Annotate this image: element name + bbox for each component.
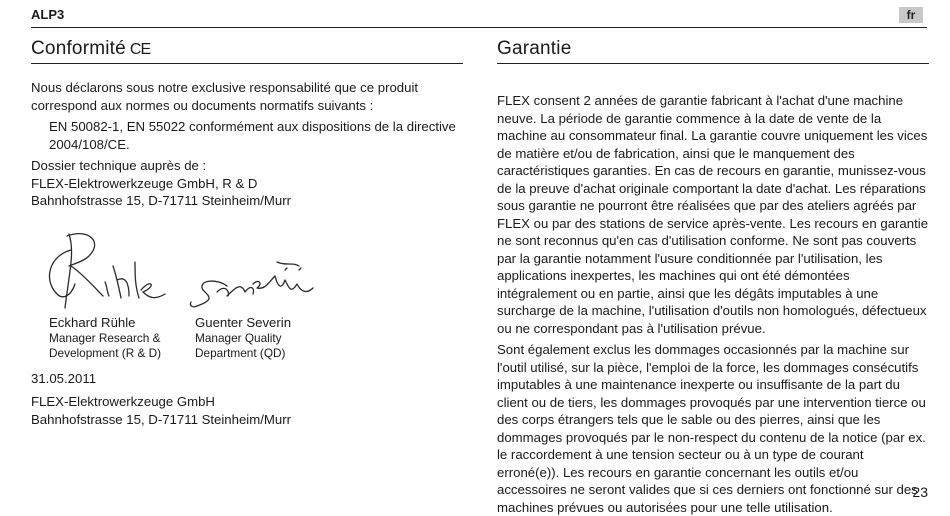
- standards-text: EN 50082-1, EN 55022 conformément aux dispositions de la directive 2004/108/CE.: [49, 119, 456, 152]
- signer-2: [195, 314, 291, 361]
- signature-ruehle: [49, 233, 165, 307]
- conformity-section: [31, 36, 463, 428]
- conformity-title: [31, 36, 463, 61]
- signer-name: Guenter Severin: [195, 314, 292, 330]
- declaration-text: Nous déclarons sous notre exclusive responsabilité que ce produit correspond aux normes ou documents normatifs suivants :: [31, 80, 419, 113]
- dossier-line-1: Dossier technique auprès de :: [31, 158, 207, 173]
- warranty-paragraph-1: FLEX consent 2 années de garantie fabricant à l'achat d'une machine neuve. La période de garantie commence à la date de vente de la machine au consommateur final. La garantie couvre uniquement les vices de matière et/ou de fabrication, ainsi que le manquement des caractéristiques garanties. En cas de recours en garantie, munissez-vous de la preuve d'achat originale comportant la date d'achat. Les réparations sous garantie ne pourront être réalisées que par des ateliers agréés par FLEX ou par des stations de service après-vente. Les recours en garantie ne sont reconnus qu'en cas d'utilisation conforme. Ne sont pas couverts par la garantie notamment l'usure conditionnée par l'utilisation, les applications inexpertes, les machines qui ont été démontées intégralement ou en partie, ainsi que les dégâts imputables à une surcharge de la machine, l'utilisation d'outils non homologués, défectueux ou ne correspondant pas à l'utilisation prévue.: [497, 93, 929, 336]
- warranty-divider: [497, 63, 929, 64]
- signer-role-line-1: Manager Quality: [195, 330, 282, 345]
- company-name: FLEX-Elektrowerkzeuge GmbH: [31, 394, 215, 409]
- warranty-title: Garantie: [497, 38, 572, 59]
- page-number: 23: [912, 484, 928, 500]
- company-street: Bahnhofstrasse 15, D-71711 Steinheim/Murr: [31, 411, 291, 427]
- header-divider: [31, 27, 927, 28]
- company-address: [31, 393, 463, 428]
- declaration-date: 31.05.2011: [31, 370, 97, 386]
- language-badge: fr: [899, 7, 923, 23]
- signer-role-line-2: Development (R & D): [49, 345, 162, 360]
- signatures: [31, 222, 463, 314]
- warranty-section: [497, 36, 929, 516]
- dossier-line-3: Bahnhofstrasse 15, D-71711 Steinheim/Murr: [31, 193, 291, 208]
- signers: [31, 314, 463, 364]
- conformity-title-text: Conformité: [31, 38, 126, 59]
- model-name: ALP3: [31, 7, 65, 22]
- warranty-paragraph-2: Sont également exclus les dommages occasionnés par la machine sur l'outil utilisé, sur la pièce, l'emploi de la force, les dommages consécutifs imputables à une maintenance inexperte ou insuffisante de la part du client ou de tiers, les dommages provoqués par une intervention tierce ou des corps étrangers tels que le sable ou des pierres, ainsi que les dommages provoqués par le non-respect du contenu de la notice (par ex. le raccordement à une tension secteur ou à un type de courant erroné(e)). Les recours en garantie concernant les outils et/ou accessoires ne seront valides que si ces derniers ont fonctionné sur des machines prévues ou autorisées pour une telle utilisation.: [497, 342, 926, 515]
- conformity-divider: [31, 63, 463, 64]
- ce-mark-icon: CE: [129, 41, 151, 58]
- signer-role-line-2: Department (QD): [195, 345, 286, 360]
- signer-role-line-1: Manager Research &: [49, 330, 161, 345]
- signature-severin: [190, 262, 313, 307]
- dossier-line-2: FLEX-Elektrowerkzeuge GmbH, R & D: [31, 175, 258, 191]
- signature-images: [31, 222, 331, 314]
- signer-1: [49, 314, 161, 361]
- signer-name: Eckhard Rühle: [49, 314, 136, 330]
- technical-dossier: [31, 157, 463, 210]
